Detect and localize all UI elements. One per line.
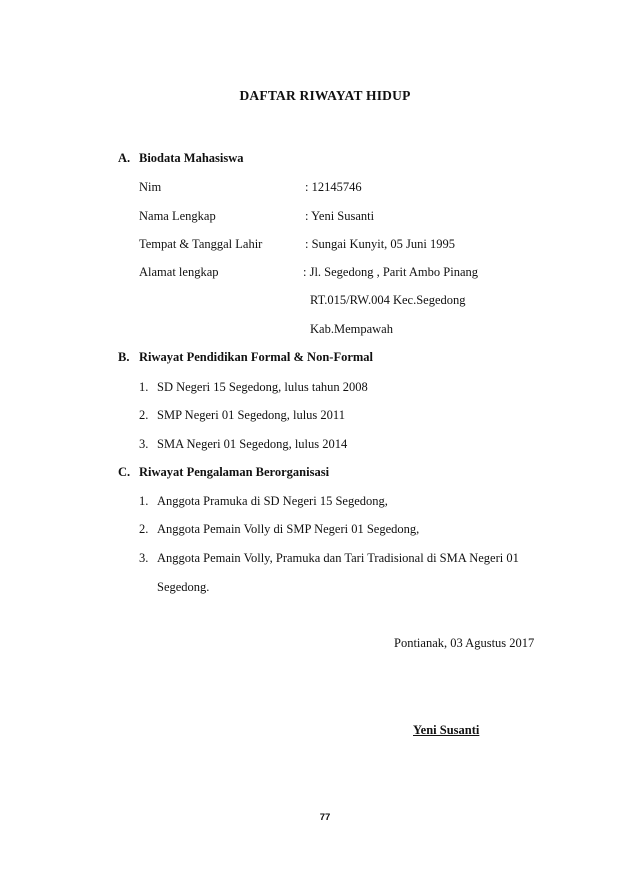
organization-item-text: Anggota Pramuka di SD Negeri 15 Segedong, xyxy=(157,494,388,508)
section-a-letter: A. xyxy=(118,151,131,165)
signature-name: Yeni Susanti xyxy=(413,723,480,737)
organization-item-text: Anggota Pemain Volly, Pramuka dan Tari Tradisional di SMA Negeri 01 xyxy=(157,551,519,565)
biodata-label-name: Nama Lengkap xyxy=(139,209,216,223)
biodata-label-birth: Tempat & Tanggal Lahir xyxy=(139,237,263,251)
organization-item-num: 1. xyxy=(139,494,149,508)
place-date: Pontianak, 03 Agustus 2017 xyxy=(394,636,535,650)
biodata-value-address: : Jl. Segedong , Parit Ambo Pinang xyxy=(303,265,478,279)
education-item-text: SD Negeri 15 Segedong, lulus tahun 2008 xyxy=(157,380,368,394)
education-item-num: 1. xyxy=(139,380,149,394)
education-item-num: 3. xyxy=(139,437,149,451)
section-c-heading: Riwayat Pengalaman Berorganisasi xyxy=(139,465,330,479)
section-b-letter: B. xyxy=(118,350,130,364)
organization-item-num: 3. xyxy=(139,551,149,565)
biodata-address-line-2: RT.015/RW.004 Kec.Segedong xyxy=(310,293,466,307)
section-c-letter: C. xyxy=(118,465,131,479)
biodata-label-address: Alamat lengkap xyxy=(139,265,219,279)
biodata-value-birth: : Sungai Kunyit, 05 Juni 1995 xyxy=(305,237,456,251)
education-item-text: SMP Negeri 01 Segedong, lulus 2011 xyxy=(157,408,345,422)
organization-item-text: Anggota Pemain Volly di SMP Negeri 01 Segedong, xyxy=(157,522,420,536)
biodata-value-nim: : 12145746 xyxy=(305,180,362,194)
biodata-address-line-3: Kab.Mempawah xyxy=(310,322,393,336)
organization-item-text-cont: Segedong. xyxy=(157,580,210,594)
section-b-heading: Riwayat Pendidikan Formal & Non-Formal xyxy=(139,350,374,364)
page-number: 77 xyxy=(319,812,331,823)
biodata-label-nim: Nim xyxy=(139,180,162,194)
organization-item-num: 2. xyxy=(139,522,149,536)
page-title: DAFTAR RIWAYAT HIDUP xyxy=(239,88,411,103)
education-item-num: 2. xyxy=(139,408,149,422)
section-a-heading: Biodata Mahasiswa xyxy=(139,151,244,165)
education-item-text: SMA Negeri 01 Segedong, lulus 2014 xyxy=(157,437,348,451)
biodata-value-name: : Yeni Susanti xyxy=(305,209,375,223)
